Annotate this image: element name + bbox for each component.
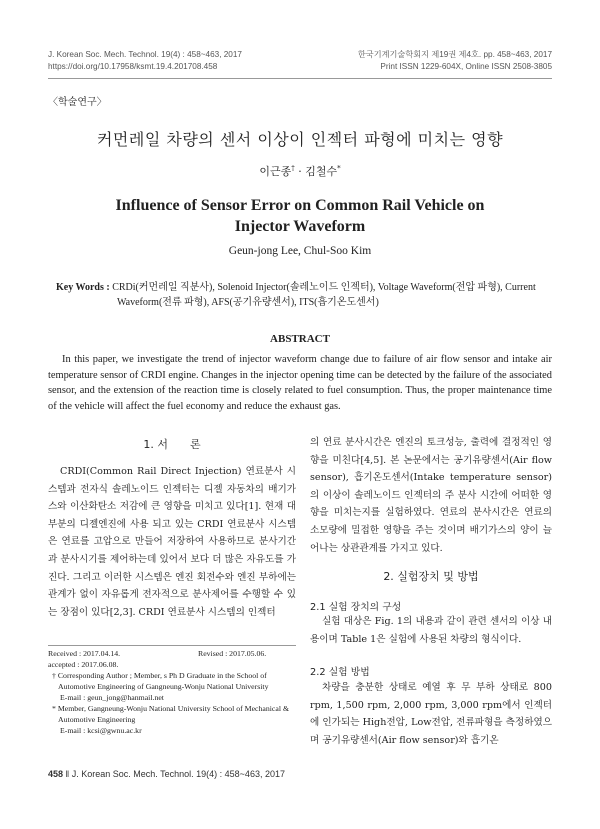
section-1-para1: CRDI(Common Rail Direct Injection) 연료분사 시스템과 전자식 솔레노이드 인젝터는 디젤 자동차의 배기가스와 이산화탄소 저감에 큰 영향을 미치고 있다[1]. 현재 대부분의 디젤엔진에 사용 되고 있는 CRDI 연료분사 시스템은 연료를 고압으로 만들어 저장하여 사용하므로 분사기간과 분사시기를 제어하는데 있어서 보다 더 많은 자유도를 가진다. 그리고 이러한 시스템은 엔진 회전수와 엔진 부하에는 관계가 없이 자유롭게 전자적으로 분사제어를 수행할 수 있는 장점이 있다[2,3]. CRDI 연료분사 시스템의 인젝터 <box>48 466 296 618</box>
journal-citation-ko: 한국기계기술학회지 제19권 제4호. pp. 458~463, 2017 <box>357 50 552 59</box>
authors-korean <box>0 163 600 179</box>
title-english-line2: Injector Waveform <box>234 218 366 235</box>
subsection-2-1-text <box>310 613 552 648</box>
subsection-2-1-heading: 2.1 실험 장치의 구성 <box>310 602 402 613</box>
accepted-date: accepted : 2017.06.08. <box>48 660 119 669</box>
section-2-heading: 2. 실험장치 및 방법 <box>383 570 479 583</box>
page-number: 458 <box>48 769 64 779</box>
email-2[interactable]: E-mail : kcsi@gwnu.ac.kr <box>60 726 142 735</box>
received-revised <box>48 648 296 659</box>
section-1-heading: 1. 서 론 <box>143 438 201 451</box>
keywords-label: Key Words : <box>56 282 113 293</box>
revised-date: Revised : 2017.05.06. <box>198 649 267 658</box>
keywords-line1: CRDi(커먼레일 직분사), Solenoid Injector(솔레노이드 인젝터), Voltage Waveform(전압 파형), Current <box>112 282 536 293</box>
subsection-2-2-text <box>310 679 552 749</box>
keywords-line2: Waveform(전류 파형), AFS(공기유량센서), ITS(흡기온도센서) <box>117 297 379 308</box>
footer-separator: ‖ <box>63 769 72 779</box>
issn-info: Print ISSN 1229-604X, Online ISSN 2508-3805 <box>380 62 552 71</box>
page-footer <box>48 769 285 779</box>
authors-english: Geun-jong Lee, Chul-Soo Kim <box>228 245 372 257</box>
abstract-heading: ABSTRACT <box>270 333 330 345</box>
abstract-text: In this paper, we investigate the trend of injector waveform change due to failure of air flow sensor and intake air temperature sensor of CRDI engine. Changes in the injector opening time can be detected by the failure of the associated sensor, and the extension of the reaction time is closely related to fuel consumption. Thus, the proper maintenance time of the vehicle will affect the fuel economy and reduce the exhaust gas. <box>48 354 552 412</box>
section-1-continuation: 의 연료 분사시간은 엔진의 토크성능, 출력에 결정적인 영향을 미친다[4,5]. 본 논문에서는 공기유량센서(Air flow sensor), 흡기온도센서(Intake temperature sensor)의 이상이 솔레노이드 인젝터의 주 분사 시간에 어떠한 영향을 미치는지를 실험하였다. 연료의 분사시간은 연료의 소모량에 밀접한 영향을 주는 것이며 배기가스의 양이 늘어나는 상관관계를 가지고 있다. <box>310 437 552 554</box>
subsection-2-2-para: 차량을 충분한 상태로 예열 후 무 부하 상태로 800 rpm, 1,500 rpm, 2,000 rpm, 3,000 rpm에서 인젝터에 인가되는 High전압, Low전압, 전류파형을 측정하였으며 공기유량센서(Air flow sensor)와 흡기온 <box>310 682 552 746</box>
subsection-2-1-para: 실험 대상은 Fig. 1의 내용과 같이 관련 센서의 이상 내용이며 Table 1은 실험에 사용된 차량의 형식이다. <box>310 616 552 645</box>
title-english <box>0 195 600 237</box>
header-rule <box>48 78 552 79</box>
received-date: Received : 2017.04.14. <box>48 649 121 658</box>
article-category: 〈학술연구〉 <box>48 97 107 108</box>
running-header-left <box>48 49 242 73</box>
doi-link[interactable]: https://doi.org/10.17958/ksmt.19.4.201708.458 <box>48 62 218 71</box>
email-1[interactable]: E-mail : geun_jong@hanmail.net <box>60 693 164 702</box>
author-1-mark: † <box>291 164 295 173</box>
title-korean: 커먼레일 차량의 센서 이상이 인젝터 파형에 미치는 영향 <box>96 130 504 149</box>
footer-citation: J. Korean Soc. Mech. Technol. 19(4) : 458~463, 2017 <box>71 769 285 779</box>
member-note: * Member, Gangneung-Wonju National University School of Mechanical & Automotive Engineering <box>52 704 290 724</box>
footnotes <box>48 648 296 736</box>
journal-citation: J. Korean Soc. Mech. Technol. 19(4) : 458~463, 2017 <box>48 50 242 59</box>
author-2: 김철수 <box>305 165 338 178</box>
subsection-2-2-heading: 2.2 실험 방법 <box>310 667 370 678</box>
keywords <box>56 280 552 310</box>
author-2-mark: * <box>337 164 341 173</box>
corresponding-author: † Corresponding Author ; Member, s Ph D Graduate in the School of Automotive Engineering of Gangneung-Wonju National University <box>52 671 269 691</box>
title-english-line1: Influence of Sensor Error on Common Rail Vehicle on <box>115 197 485 214</box>
running-header-right <box>358 49 552 73</box>
author-1: 이근종 <box>259 165 292 178</box>
section-1-paragraph <box>48 463 296 621</box>
footnote-rule <box>48 645 296 646</box>
author-separator: · <box>294 165 306 178</box>
